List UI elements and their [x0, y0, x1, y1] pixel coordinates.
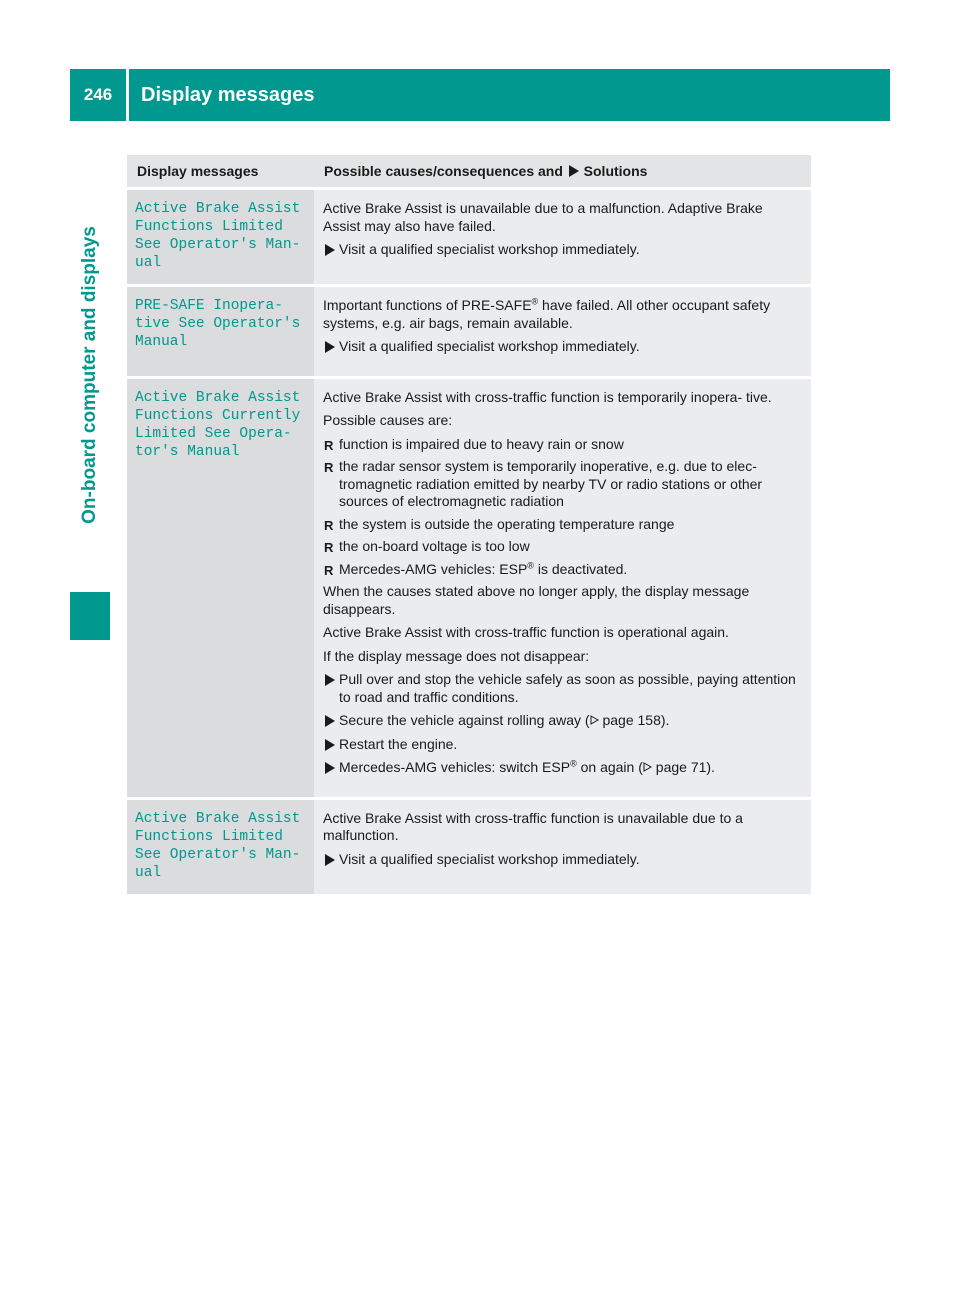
right-triangle-icon	[324, 854, 335, 866]
resolution-text: Active Brake Assist with cross-traffic function is operational again.	[323, 624, 729, 640]
side-tab	[70, 160, 110, 590]
display-message: Active Brake Assist Functions Limited See Operator's Man‐ ual	[127, 798, 314, 894]
r-bullet-icon	[324, 564, 335, 576]
display-message: Active Brake Assist Functions Limited See Operator's Man‐ ual	[127, 189, 314, 286]
right-triangle-icon	[324, 341, 335, 353]
right-triangle-icon	[324, 715, 335, 727]
action-step-text: Pull over and stop the vehicle safely as soon as possible, paying attention to road and traffic conditions.	[339, 671, 796, 705]
right-triangle-icon	[324, 739, 335, 751]
fallback-intro: If the display message does not disappear:	[323, 647, 590, 664]
table-row	[127, 189, 811, 286]
right-triangle-icon	[568, 165, 579, 177]
svg-text:R: R	[324, 563, 334, 576]
action-step-text: ).	[660, 712, 670, 728]
action-step-text: Secure the vehicle against rolling away (	[339, 712, 590, 728]
cause-text-part: Important functions of PRE-SAFE	[323, 297, 532, 313]
right-triangle-icon	[324, 674, 335, 686]
side-tab-block	[70, 592, 110, 640]
table-row	[127, 377, 811, 798]
action-step-text: Visit a qualified specialist workshop immediately.	[339, 850, 640, 867]
cause-bullet-text: is deactivated.	[533, 560, 628, 577]
solution-cell	[314, 189, 811, 286]
cause-bullet	[323, 436, 803, 454]
registered-mark: ®	[527, 559, 534, 570]
r-bullet-icon	[324, 461, 335, 473]
action-step	[323, 851, 803, 869]
svg-text:R: R	[324, 438, 334, 451]
page-title: Display messages	[141, 83, 315, 106]
action-step	[323, 712, 803, 730]
cause-text-part: have failed. All other occupant safety systems, e.g. air bags, remain available.	[323, 297, 771, 331]
outline-triangle-icon	[643, 762, 652, 772]
resolution-text: When the causes stated above no longer apply, the display message disappears.	[323, 583, 750, 617]
cause-text: Active Brake Assist is unavailable due to a malfunction. Adaptive Brake Assist may also have failed.	[323, 200, 763, 234]
svg-text:R: R	[324, 541, 334, 553]
svg-text:R: R	[324, 518, 334, 531]
registered-mark: ®	[570, 758, 577, 769]
cause-text: Active Brake Assist with cross-traffic function is temporarily inopera- tive.	[323, 388, 772, 405]
page-reference-link[interactable]: page 71	[655, 759, 707, 775]
cause-text	[323, 297, 803, 332]
col-header-causes-text: Possible causes/consequences and	[324, 163, 563, 179]
cause-bullet-text: the on-board voltage is too low	[339, 538, 530, 554]
action-step-text: Visit a qualified specialist workshop immediately.	[339, 241, 640, 257]
cause-bullet	[323, 458, 803, 511]
cause-bullet-text: function is impaired due to heavy rain or snow	[339, 435, 624, 452]
col-header-display-messages: Display messages	[127, 155, 314, 189]
action-step-text: Visit a qualified specialist workshop immediately.	[339, 338, 640, 354]
right-triangle-icon	[324, 762, 335, 774]
action-step-text: Restart the engine.	[339, 735, 458, 752]
action-step	[323, 338, 803, 356]
col-header-solutions-text: Solutions	[583, 163, 648, 179]
r-bullet-icon	[324, 541, 335, 553]
causes-intro: Possible causes are:	[323, 412, 453, 428]
table-header-row	[127, 155, 811, 189]
cause-text: Active Brake Assist with cross-traffic function is unavailable due to a malfunction.	[323, 809, 743, 843]
solution-cell	[314, 798, 811, 894]
solution-cell	[314, 286, 811, 378]
outline-triangle-icon	[590, 715, 599, 725]
cause-bullet	[323, 538, 803, 556]
page-reference-link[interactable]: page 158	[602, 712, 661, 728]
r-bullet-icon	[324, 519, 335, 531]
action-step	[323, 241, 803, 259]
cause-bullet-text: Mercedes-AMG vehicles: ESP	[339, 560, 528, 577]
action-step-text: on again (	[576, 759, 643, 775]
table-row	[127, 798, 811, 894]
solution-cell	[314, 377, 811, 798]
side-tab-label: On-board computer and displays	[79, 226, 100, 524]
col-header-solutions	[314, 155, 811, 189]
action-step-text: ).	[706, 759, 715, 775]
cause-bullet-text: the radar sensor system is temporarily inoperative, e.g. due to elec- tromagnetic radiation emitted by nearby TV or radio stations or other sources of electromagnetic radiation	[339, 458, 763, 509]
display-messages-table	[127, 155, 811, 894]
cause-bullet-text: the system is outside the operating temperature range	[339, 515, 675, 532]
r-bullet-icon	[324, 439, 335, 451]
right-triangle-icon	[324, 244, 335, 256]
registered-mark: ®	[531, 296, 539, 307]
header-divider	[126, 69, 129, 121]
cause-bullet	[323, 561, 803, 579]
page-number: 246	[83, 85, 113, 104]
action-step-text: Mercedes-AMG vehicles: switch ESP	[339, 759, 571, 775]
action-step	[323, 671, 803, 706]
action-step	[323, 736, 803, 754]
display-message: Active Brake Assist Functions Currently Limited See Opera‐ tor's Manual	[127, 377, 314, 798]
svg-text:R: R	[324, 461, 334, 473]
table-row	[127, 286, 811, 378]
action-step	[323, 759, 803, 777]
cause-bullet	[323, 516, 803, 534]
display-message: PRE-SAFE Inopera‐ tive See Operator's Manual	[127, 286, 314, 378]
